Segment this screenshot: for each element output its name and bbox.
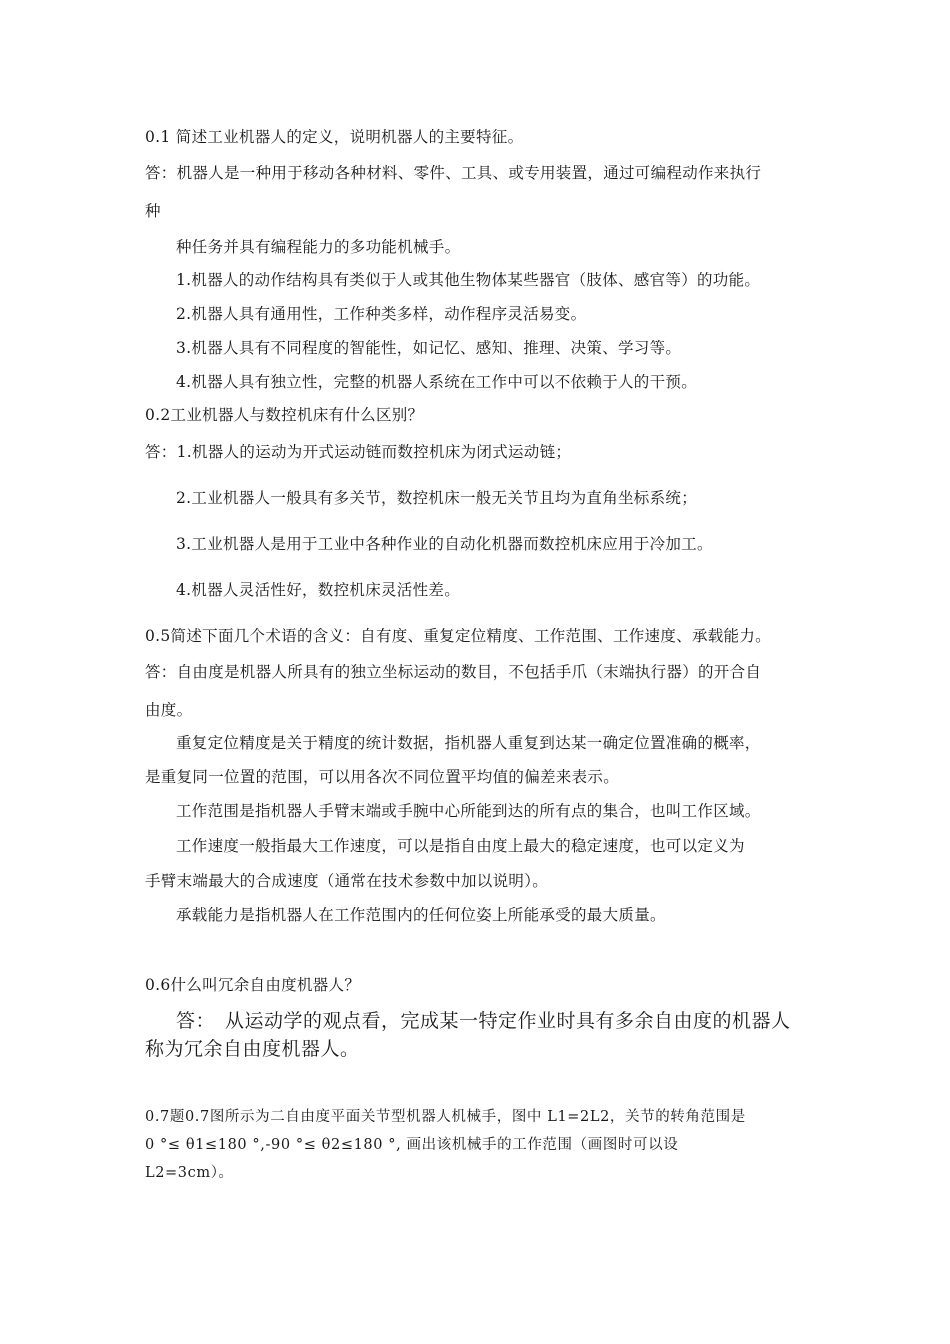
q1-answer-line3: 种任务并具有编程能力的多功能机械手。: [176, 238, 461, 256]
q1-point-2: 2.机器人具有通用性，工作种类多样，动作程序灵活易变。: [176, 305, 587, 323]
q1-answer-line1: 答：机器人是一种用于移动各种材料、零件、工具、或专用装置，通过可编程动作来执行: [145, 164, 762, 182]
q2-question: 0.2工业机器人与数控机床有什么区别？: [145, 406, 424, 424]
q5-question: 0.5简述下面几个术语的含义：自有度、重复定位精度、工作范围、工作速度、承载能力。: [145, 627, 771, 645]
q5-range-line: 工作范围是指机器人手臂末端或手腕中心所能到达的所有点的集合，也叫工作区域。: [176, 802, 761, 820]
q2-point-2: 2.工业机器人一般具有多关节，数控机床一般无关节且均为直角坐标系统；: [176, 489, 697, 507]
q2-point-4: 4.机器人灵活性好，数控机床灵活性差。: [176, 581, 460, 599]
q2-answer-line1: 答：1.机器人的运动为开式运动链而数控机床为闭式运动链；: [145, 443, 572, 461]
q7-line2: 0 °≤ θ1≤180 °,-90 °≤ θ2≤180 °, 画出该机械手的工作范围（画图时可以设: [145, 1137, 679, 1153]
q5-speed-line1: 工作速度一般指最大工作速度，可以是指自由度上最大的稳定速度，也可以定义为: [176, 837, 745, 855]
q5-answer-line1: 答：自由度是机器人所具有的独立坐标运动的数目，不包括手爪（末端执行器）的开合自: [145, 663, 762, 681]
q5-answer-line2: 由度。: [145, 701, 193, 719]
q5-precision-line1: 重复定位精度是关于精度的统计数据，指机器人重复到达某一确定位置准确的概率，: [176, 734, 761, 752]
q6-question: 0.6什么叫冗余自由度机器人？: [145, 976, 361, 994]
q1-point-1: 1.机器人的动作结构具有类似于人或其他生物体某些器官（肢体、感官等）的功能。: [176, 271, 761, 289]
q1-answer-line2: 种: [145, 202, 161, 220]
q7-line1: 0.7题0.7图所示为二自由度平面关节型机器人机械手，图中 L1=2L2，关节的转角范围是: [145, 1109, 746, 1125]
q5-speed-line2: 手臂末端最大的合成速度（通常在技术参数中加以说明）。: [145, 872, 549, 890]
q5-precision-line2: 是重复同一位置的范围，可以用各次不同位置平均值的偏差来表示。: [145, 768, 620, 786]
q6-answer-line2: 称为冗余自由度机器人。: [145, 1038, 360, 1060]
q6-answer-line1: 答： 从运动学的观点看，完成某一特定作业时具有多余自由度的机器人: [176, 1010, 791, 1032]
q1-point-3: 3.机器人具有不同程度的智能性，如记忆、感知、推理、决策、学习等。: [176, 339, 682, 357]
q1-question: 0.1 简述工业机器人的定义，说明机器人的主要特征。: [145, 128, 524, 146]
q2-point-3: 3.工业机器人是用于工业中各种作业的自动化机器而数控机床应用于冷加工。: [176, 535, 713, 553]
q5-load-line: 承载能力是指机器人在工作范围内的任何位姿上所能承受的最大质量。: [176, 906, 666, 924]
q7-line3: L2=3cm）。: [145, 1165, 234, 1181]
q1-point-4: 4.机器人具有独立性，完整的机器人系统在工作中可以不依赖于人的干预。: [176, 373, 697, 391]
